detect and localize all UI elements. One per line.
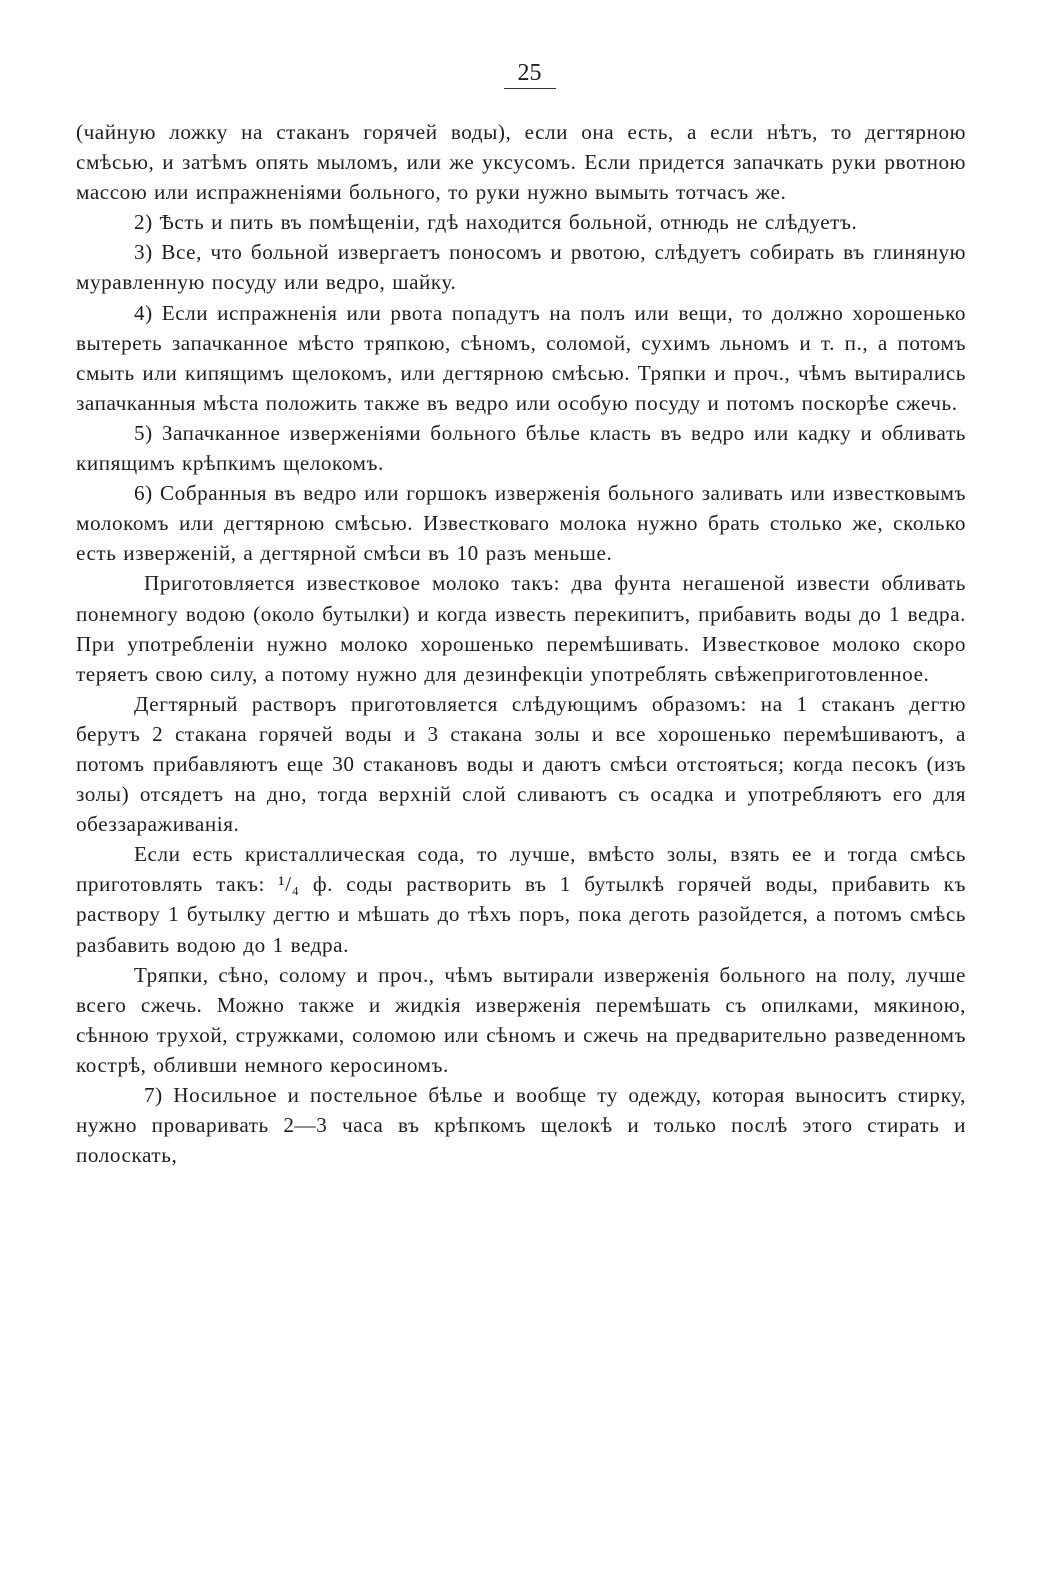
paragraph-soda: Если есть кристаллическая сода, то лучше, вмѣсто золы, взять ее и тогда смѣсь приготовлять такъ: ¹/₄ ф. соды растворить въ 1 бутылкѣ горячей воды, прибавить къ раствору 1 бутылку дегтю и мѣшать до тѣхъ поръ, пока деготь разойдется, а потомъ смѣсь разбавить водою до 1 ведра. — [76, 842, 966, 957]
page-header — [0, 60, 1059, 89]
paragraph-rags: Тряпки, сѣно, солому и проч., чѣмъ вытирали изверженія больного на полу, лучше всего сжечь. Можно также и жидкія изверженія перемѣшать съ опилками, мякиною, сѣнною трухой, стружками, соломою или сѣномъ и сжечь на предварительно разведенномъ кострѣ, обливши немного керосиномъ. — [76, 962, 966, 1077]
paragraph-item-4: 4) Если испражненія или рвота попадутъ на полъ или вещи, то должно хорошенько вытереть запачканное мѣсто тряпкою, сѣномъ, соломой, сухимъ льномъ и т. п., а потомъ смыть или кипящимъ щелокомъ, или дегтярною смѣсью. Тряпки и проч., чѣмъ вытирались запачканныя мѣста положить также въ ведро или особую посуду и потомъ поскорѣе сжечь. — [76, 300, 966, 415]
paragraph-item-6: 6) Собранныя въ ведро или горшокъ изверженія больного заливать или известковымъ молокомъ или дегтярною смѣсью. Известковаго молока нужно брать столько же, сколько есть изверженій, а дегтярной смѣси въ 10 разъ меньше. — [76, 481, 966, 566]
paragraph-item-3: 3) Все, что больной извергаетъ поносомъ и рвотою, слѣдуетъ собирать въ глиняную муравленную посуду или ведро, шайку. — [76, 240, 966, 295]
paragraph-tar-solution: Дегтярный растворъ приготовляется слѣдующимъ образомъ: на 1 стаканъ дегтю берутъ 2 стакана горячей воды и 3 стакана золы и все хорошенько перемѣшиваютъ, а потомъ прибавляютъ еще 30 стакановъ воды и даютъ смѣси отстояться; когда песокъ (изъ золы) отсядетъ на дно, тогда верхній слой сливаютъ съ осадка и употребляютъ его для обеззараживанія. — [76, 691, 966, 837]
paragraph-continuation: (чайную ложку на стаканъ горячей воды), если она есть, а если нѣтъ, то дегтярною смѣсью, и затѣмъ опять мыломъ, или же уксусомъ. Если придется запачкать руки рвотною массою или испражненіями больного, то руки нужно вымыть тотчасъ же. — [76, 120, 966, 205]
paragraph-item-5: 5) Запачканное изверженіями больного бѣлье класть въ ведро или кадку и обливать кипящимъ крѣпкимъ щелокомъ. — [76, 420, 966, 476]
page-number: 25 — [504, 60, 556, 89]
paragraph-lime-milk: Приготовляется известковое молоко такъ: два фунта негашеной извести обливать понемногу водою (около бутылки) и когда известь перекипитъ, прибавить воды до 1 ведра. При употребленіи нужно молоко хорошенько перемѣшивать. Известковое молоко скоро теряетъ свою силу, а потому нужно для дезинфекціи употреблять свѣжеприготовленное. — [76, 571, 966, 686]
paragraph-item-7: 7) Носильное и постельное бѣлье и вообще ту одежду, которая выноситъ стирку, нужно проваривать 2—3 часа въ крѣпкомъ щелокѣ и только послѣ этого стирать и полоскать, — [76, 1083, 966, 1168]
body-text — [76, 117, 966, 1170]
paragraph-item-2: 2) Ѣсть и пить въ помѣщеніи, гдѣ находится больной, отнюдь не слѣдуетъ. — [134, 210, 858, 235]
